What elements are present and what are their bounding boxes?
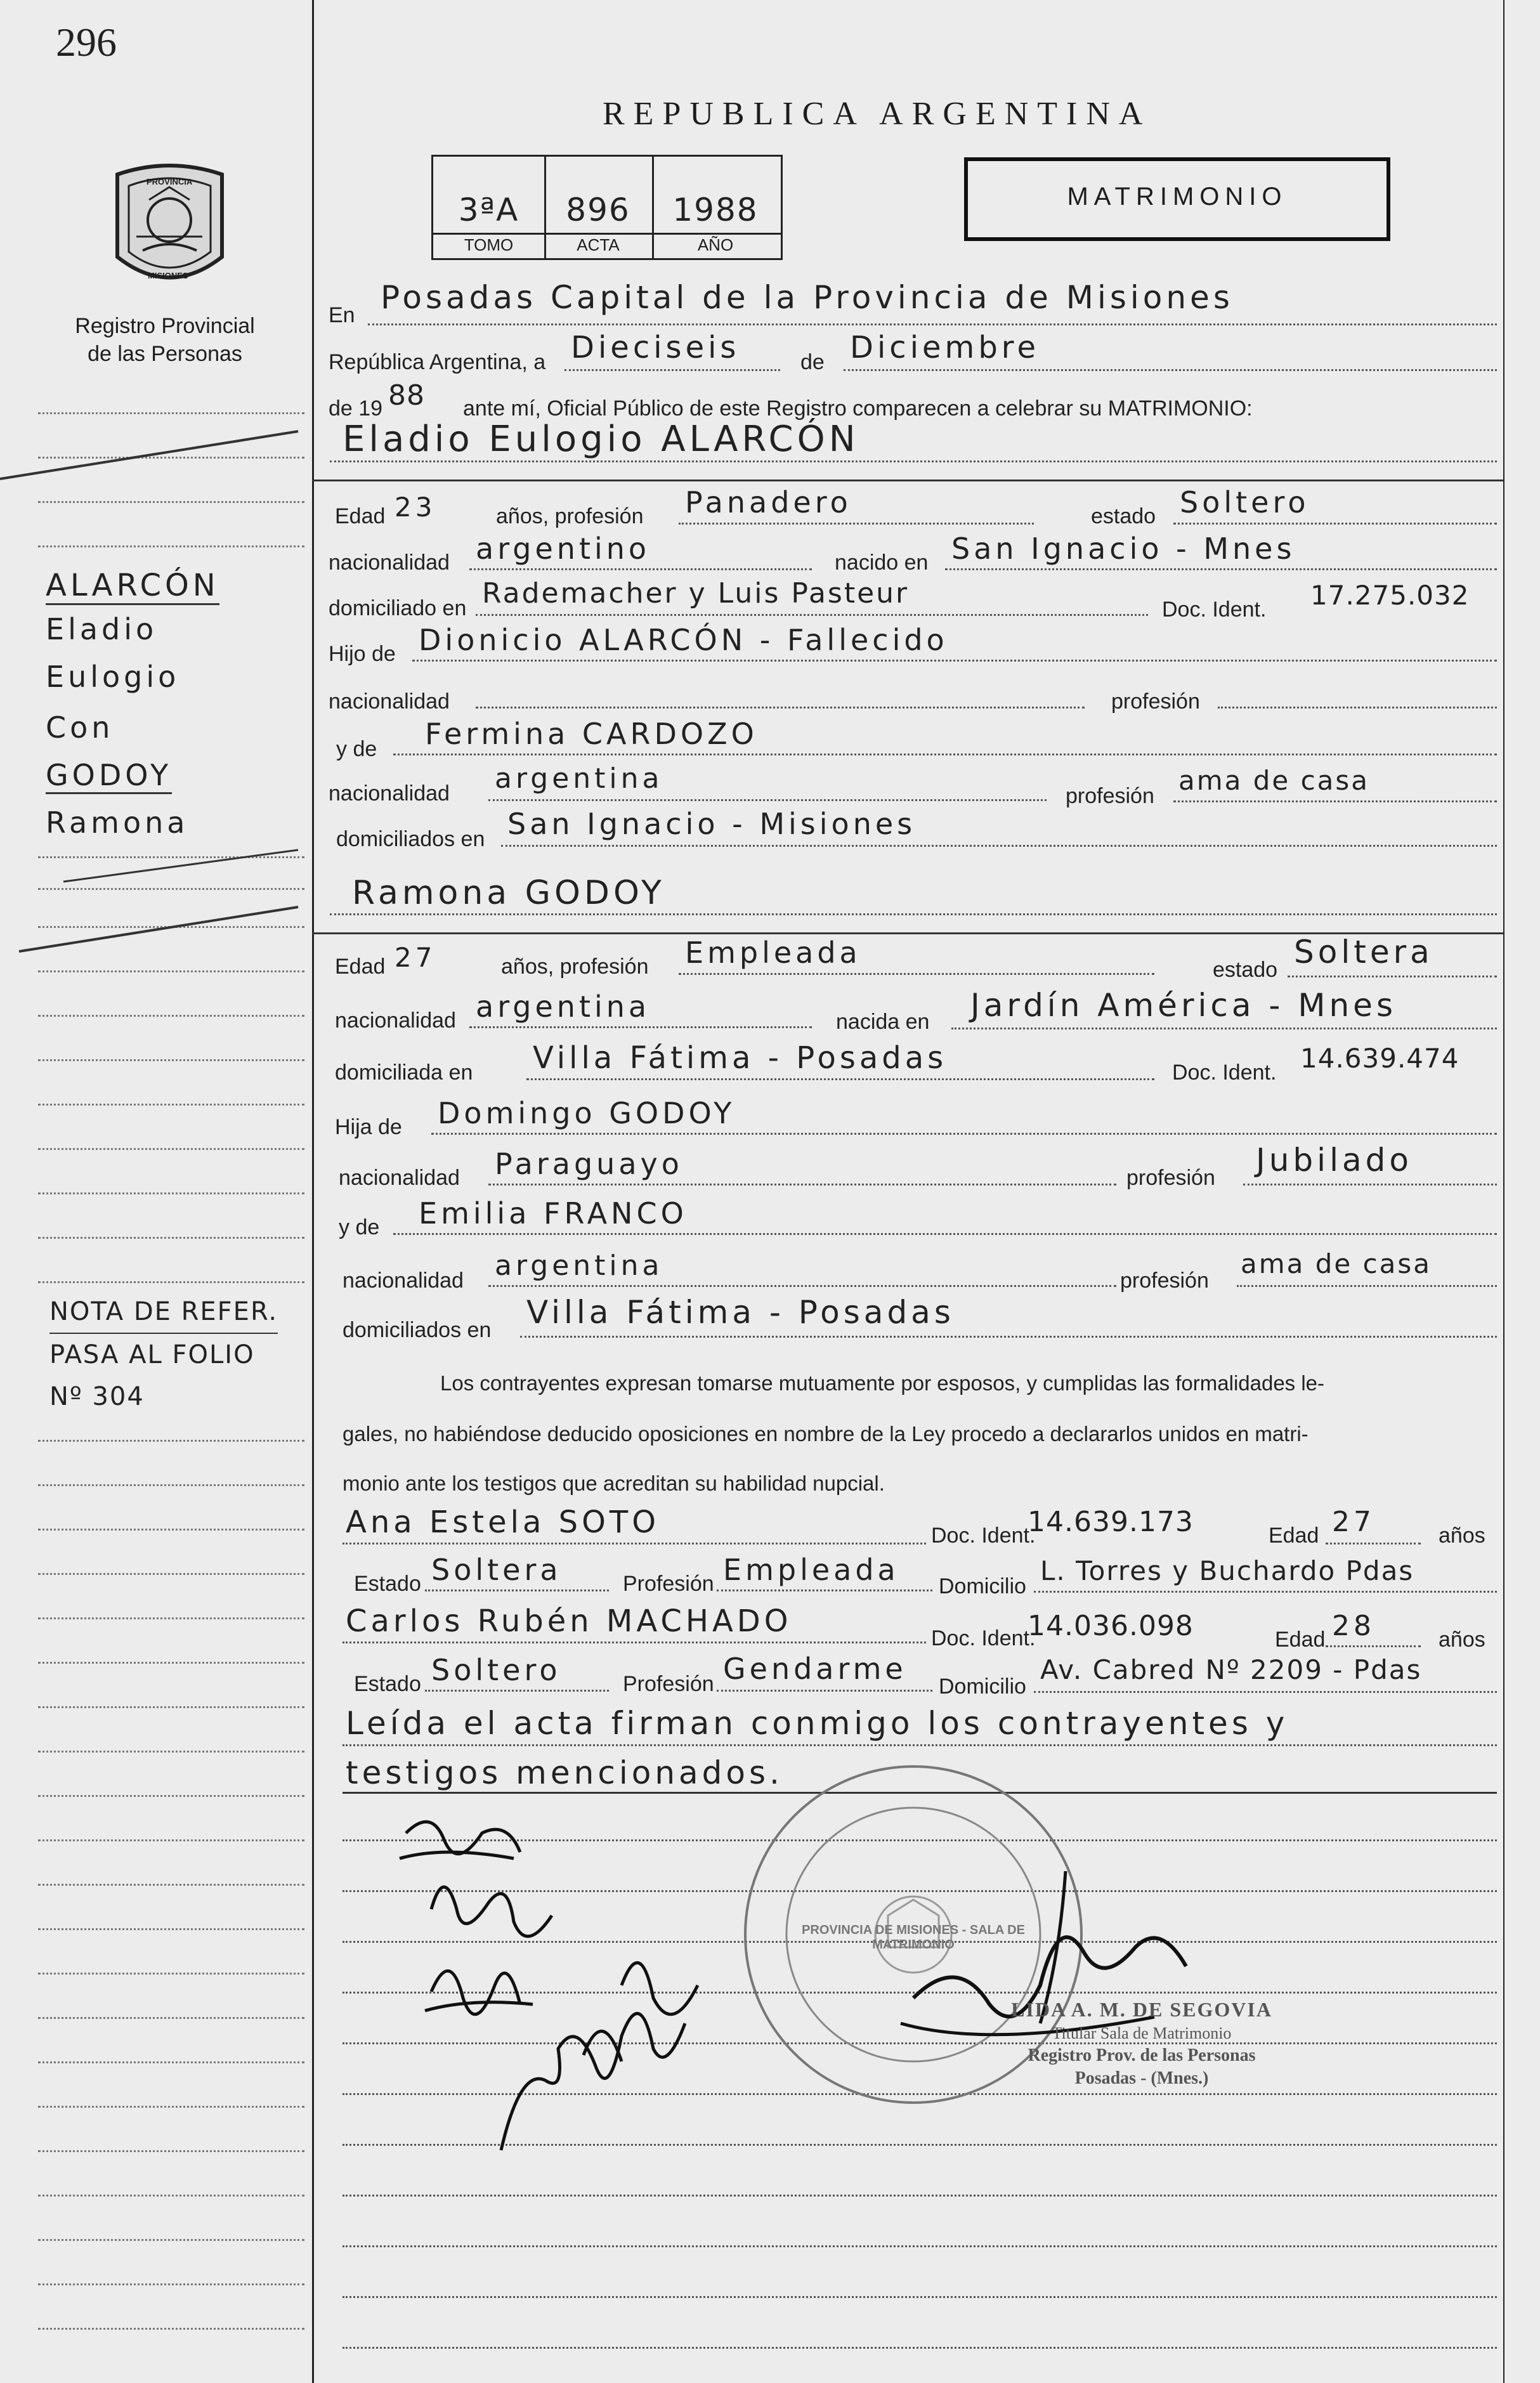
provincial-seal [105, 162, 235, 298]
tomo-label: TOMO [464, 235, 514, 254]
witness1-address: L. Torres y Buchardo Pdas [1040, 1555, 1414, 1586]
registry-line1: Registro Provincial [75, 314, 255, 338]
bride-dom-label: domiciliada en [335, 1061, 473, 1085]
groom-doc: 17.275.032 [1310, 580, 1470, 611]
seal-bottom-text: MISIONES [148, 271, 188, 280]
bride-mother-prof: ama de casa [1241, 1248, 1432, 1279]
witness1-prof-label: Profesión [623, 1572, 714, 1596]
margin-name-1: Eladio [46, 612, 158, 646]
groom-mother: Fermina CARDOZO [425, 717, 758, 751]
witness1-estado: Soltera [431, 1553, 562, 1587]
margin-name-2: Eulogio [46, 660, 180, 694]
bride-father-prof-label: profesión [1126, 1166, 1215, 1190]
year-suffix: 88 [388, 379, 425, 412]
closing-line2: testigos mencionados. [346, 1754, 783, 1791]
groom-edad-label: Edad [335, 504, 386, 528]
bride-doc-label: Doc. Ident. [1172, 1061, 1277, 1085]
year-prefix: de 19 [329, 396, 383, 421]
witness2-dom-label: Domicilio [939, 1675, 1026, 1699]
groom-anos-label: años, profesión [496, 504, 644, 528]
bride-yde-label: y de [339, 1215, 380, 1239]
bride-nac-label: nacionalidad [335, 1009, 456, 1033]
bride-father-nat: Paraguayo [495, 1147, 683, 1181]
bride-age: 27 [395, 942, 436, 973]
groom-profession: Panadero [685, 485, 852, 519]
witness2-age: 28 [1332, 1610, 1375, 1642]
declaration-line1: Los contrayentes expresan tomarse mutuamente por esposos, y cumplidas las formalidades le- [440, 1371, 1325, 1395]
groom-nationality: argentino [476, 532, 651, 566]
groom-nac-label: nacionalidad [329, 551, 450, 575]
acta-value: 896 [566, 192, 630, 228]
witness2-address: Av. Cabred Nº 2209 - Pdas [1040, 1654, 1422, 1685]
bride-address: Villa Fátima - Posadas [533, 1040, 948, 1076]
ano-label: AÑO [697, 235, 734, 254]
ano-value: 1988 [672, 192, 759, 228]
bride-birthplace: Jardín América - Mnes [970, 987, 1397, 1024]
witness1-dom-label: Domicilio [939, 1574, 1026, 1598]
margin-note-line3: Nº 304 [49, 1382, 145, 1411]
de-label: de [800, 350, 825, 374]
bride-parents-dom-label: domiciliados en [343, 1318, 492, 1342]
declaration-line2: gales, no habiéndose deducido oposiciones en nombre de la Ley procedo a declararlos unidos en matri- [343, 1422, 1308, 1446]
margin-spouse-name: Ramona [46, 806, 189, 840]
bride-estado-label: estado [1213, 958, 1278, 982]
witness2-doc-label: Doc. Ident. [931, 1626, 1036, 1650]
matrimonio-label: MATRIMONIO [1067, 183, 1288, 211]
groom-name: Eladio Eulogio ALARCÓN [343, 419, 859, 460]
groom-parents-address: San Ignacio - Misiones [507, 807, 917, 841]
acta-label: ACTA [577, 235, 620, 254]
right-edge-line [1503, 0, 1504, 2383]
witness2-name: Carlos Rubén MACHADO [346, 1603, 792, 1639]
official-stamp-line1: LIDA A. M. DE SEGOVIA [1011, 1998, 1272, 2021]
witness2-doc: 14.036.098 [1028, 1610, 1194, 1642]
marriage-day: Dieciseis [571, 330, 740, 365]
bride-mother-nat: argentina [495, 1250, 663, 1282]
groom-nacido-label: nacido en [835, 551, 929, 575]
bride-anos-label: años, profesión [501, 955, 649, 979]
bride-estado: Soltera [1294, 934, 1433, 970]
witness1-edad-label: Edad [1269, 1524, 1319, 1548]
groom-mother-nat: argentina [495, 762, 663, 795]
witness1-anos-label: años [1439, 1524, 1485, 1548]
groom-hijo-label: Hijo de [329, 642, 396, 666]
groom-doc-label: Doc. Ident. [1162, 597, 1267, 622]
groom-age: 23 [395, 492, 436, 523]
bride-father-prof: Jubilado [1256, 1142, 1413, 1178]
registry-line2: de las Personas [88, 342, 242, 366]
groom-mother-nat-label: nacionalidad [329, 781, 450, 806]
margin-note-line1: NOTA DE REFER. [49, 1291, 278, 1334]
witness1-name: Ana Estela SOTO [346, 1505, 660, 1540]
bride-nacida-label: nacida en [836, 1010, 930, 1034]
groom-dom-label: domiciliado en [329, 596, 467, 620]
groom-yde-label: y de [336, 737, 377, 761]
bride-father-nat-label: nacionalidad [339, 1166, 460, 1190]
witness1-age: 27 [1332, 1506, 1375, 1538]
declaration-line3: monio ante los testigos que acreditan su habilidad nupcial. [343, 1472, 885, 1495]
witness1-doc-label: Doc. Ident. [931, 1524, 1036, 1548]
round-seal-text: PROVINCIA DE MISIONES - SALA DE MATRIMONIO [802, 1923, 1025, 1952]
marriage-month: Diciembre [850, 330, 1040, 365]
appearance-statement: ante mí, Oficial Público de este Registro comparecen a celebrar su MATRIMONIO: [463, 396, 1253, 421]
groom-estado: Soltero [1180, 485, 1310, 519]
witness1-profession: Empleada [723, 1553, 899, 1587]
margin-surname: ALARCÓN [46, 568, 219, 605]
groom-birthplace: San Ignacio - Mnes [951, 532, 1296, 566]
witness2-prof-label: Profesión [623, 1672, 714, 1696]
bride-father: Domingo GODOY [438, 1096, 736, 1130]
margin-note-line2: PASA AL FOLIO [49, 1340, 255, 1369]
margin-note [49, 1291, 278, 1418]
bride-nationality: argentina [476, 989, 651, 1024]
bride-mother-prof-label: profesión [1120, 1269, 1209, 1293]
closing-line1: Leída el acta firman conmigo los contrayentes y [346, 1705, 1289, 1742]
groom-mother-prof: ama de casa [1178, 765, 1370, 796]
registry-name [38, 312, 292, 368]
bride-profession: Empleada [685, 936, 861, 970]
margin-spouse-surname: GODOY [46, 758, 172, 794]
country-title: REPUBLICA ARGENTINA [603, 96, 1152, 132]
official-stamp-line3: Registro Prov. de las Personas [1028, 2046, 1256, 2065]
witness1-doc: 14.639.173 [1028, 1506, 1194, 1538]
signatures [355, 1795, 1307, 2176]
page-number: 296 [56, 20, 117, 65]
witness2-anos-label: años [1439, 1628, 1485, 1652]
marriage-place: Posadas Capital de la Provincia de Misiones [381, 279, 1234, 316]
bride-parents-address: Villa Fátima - Posadas [526, 1294, 955, 1331]
column-divider [312, 0, 314, 2383]
official-stamp [977, 1998, 1307, 2089]
official-stamp-line4: Posadas - (Mnes.) [1074, 2068, 1209, 2088]
bride-mother-nat-label: nacionalidad [343, 1269, 464, 1293]
bride-edad-label: Edad [335, 955, 386, 979]
witness2-estado-label: Estado [354, 1672, 421, 1696]
en-label: En [329, 303, 355, 327]
groom-mother-prof-label: profesión [1066, 784, 1154, 808]
matrimonio-box [964, 157, 1390, 241]
groom-father: Dionicio ALARCÓN - Fallecido [419, 623, 948, 657]
republica-label: República Argentina, a [329, 350, 546, 374]
witness2-estado: Soltero [431, 1653, 561, 1687]
margin-con: Con [46, 710, 114, 745]
groom-parents-dom-label: domiciliados en [336, 827, 485, 851]
groom-father-nat-label: nacionalidad [329, 689, 450, 714]
seal-top-text: PROVINCIA [147, 177, 193, 186]
official-stamp-line2: Titular Sala de Matrimonio [1052, 2024, 1232, 2042]
bride-hija-label: Hija de [335, 1115, 402, 1139]
bride-mother: Emilia FRANCO [419, 1196, 688, 1231]
bride-name: Ramona GODOY [352, 874, 665, 912]
groom-estado-label: estado [1091, 504, 1156, 528]
groom-address: Rademacher y Luis Pasteur [482, 577, 910, 610]
witness1-estado-label: Estado [354, 1572, 421, 1596]
witness2-edad-label: Edad [1275, 1628, 1326, 1652]
witness2-profession: Gendarme [723, 1652, 907, 1686]
record-box [431, 155, 783, 260]
groom-father-prof-label: profesión [1111, 689, 1200, 714]
bride-doc: 14.639.474 [1300, 1043, 1459, 1074]
tomo-value: 3ªA [458, 192, 519, 228]
